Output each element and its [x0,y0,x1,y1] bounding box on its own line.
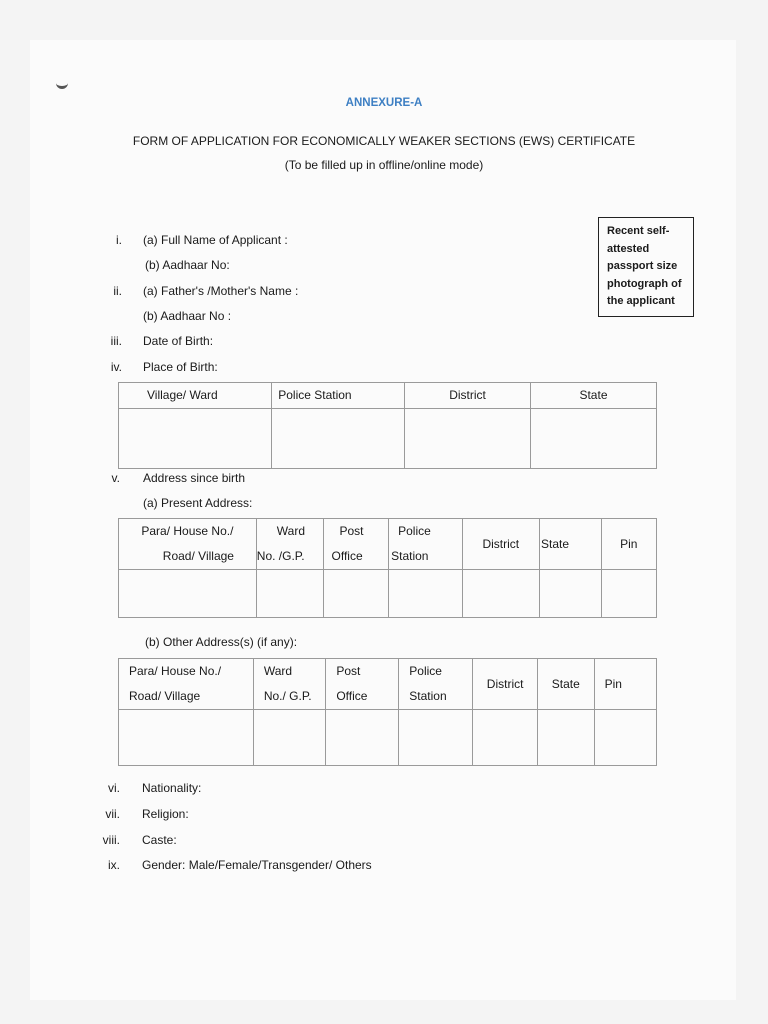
column-header [389,519,463,570]
item-number: ii. [113,284,122,298]
house-road-cell[interactable] [119,710,254,766]
district-cell[interactable] [462,570,539,618]
other-address-label: (b) Other Address(s) (if any): [145,635,298,649]
police-station-cell[interactable] [272,409,405,469]
item-number: i. [116,233,122,247]
address-since-birth-label: Address since birth [143,471,246,485]
header-line: Post [339,524,364,538]
column-header [323,519,389,570]
photo-box-line: attested [607,242,650,255]
header-line: Para/ House No./ [141,524,234,538]
present-address-table [118,518,657,618]
header-line: Ward [276,524,306,538]
column-header: State [537,659,594,710]
column-header: State [540,519,602,570]
form-subtitle: (To be filled up in offline/online mode) [284,158,484,172]
pin-cell[interactable] [594,710,656,766]
annexure-heading: ANNEXURE-A [345,97,423,109]
header-line: No. /G.P. [256,549,305,563]
header-line: Station [409,689,447,703]
place-of-birth-label: Place of Birth: [143,360,218,374]
column-header: District [405,383,531,409]
ward-cell[interactable] [253,710,326,766]
item-number: vii. [105,807,120,821]
police-station-cell[interactable] [399,710,473,766]
place-of-birth-table [118,382,657,469]
post-office-cell[interactable] [323,570,389,618]
religion-label[interactable]: Religion: [142,807,189,821]
parent-name-label[interactable]: (a) Father's /Mother's Name : [143,284,299,298]
photo-box[interactable] [598,217,694,317]
photo-box-line: passport size [607,260,678,272]
ward-cell[interactable] [256,570,323,618]
header-line: Station [391,549,429,563]
item-number: viii. [102,833,120,847]
state-cell[interactable] [540,570,602,618]
item-number: iii. [110,334,122,348]
other-address-table [118,658,657,766]
pin-cell[interactable] [601,570,656,618]
caste-label[interactable]: Caste: [142,833,177,847]
photo-box-line: the applicant [607,295,675,307]
present-address-label: (a) Present Address: [143,496,253,510]
parent-aadhaar-label[interactable]: (b) Aadhaar No : [143,309,232,323]
item-number: vi. [108,781,120,795]
police-station-cell[interactable] [389,570,463,618]
column-header: Pin [594,659,656,710]
column-header: Police Station [272,383,405,409]
gender-label[interactable]: Gender: Male/Female/Transgender/ Others [142,858,372,872]
header-line: Post [336,664,361,678]
photo-box-line: photograph of [607,277,682,290]
column-header [253,659,326,710]
form-title: FORM OF APPLICATION FOR ECONOMICALLY WEAKER SECTIONS (EWS) CERTIFICATE [132,134,636,148]
item-number: v. [111,471,120,485]
column-header: District [462,519,539,570]
post-office-cell[interactable] [326,710,399,766]
column-header: District [473,659,538,710]
column-header [326,659,399,710]
column-header: State [530,383,656,409]
item-number: iv. [110,360,122,374]
header-line: Road/ Village [129,689,201,703]
item-number: ix. [108,858,120,872]
applicant-aadhaar-label[interactable]: (b) Aadhaar No: [145,258,230,272]
header-line: Police [409,664,442,678]
district-cell[interactable] [473,710,538,766]
column-header [256,519,323,570]
nationality-label[interactable]: Nationality: [142,781,202,795]
column-header: Village/ Ward [119,383,272,409]
header-line: Office [336,689,368,703]
state-cell[interactable] [537,710,594,766]
village-ward-cell[interactable] [119,409,272,469]
column-header [399,659,473,710]
house-road-cell[interactable] [119,570,257,618]
column-header: Pin [601,519,656,570]
photo-box-line: Recent self- [607,225,670,237]
header-line: Office [331,549,363,563]
header-line: Ward [263,664,293,678]
full-name-label[interactable]: (a) Full Name of Applicant : [143,233,288,247]
date-of-birth-label[interactable]: Date of Birth: [143,334,214,348]
state-cell[interactable] [530,409,656,469]
header-line: No./ G.P. [263,689,312,703]
header-line: Para/ House No./ [129,664,222,678]
district-cell[interactable] [405,409,531,469]
column-header [119,659,254,710]
header-line: Road/ Village [162,549,234,563]
header-line: Police [398,524,431,538]
column-header [119,519,257,570]
